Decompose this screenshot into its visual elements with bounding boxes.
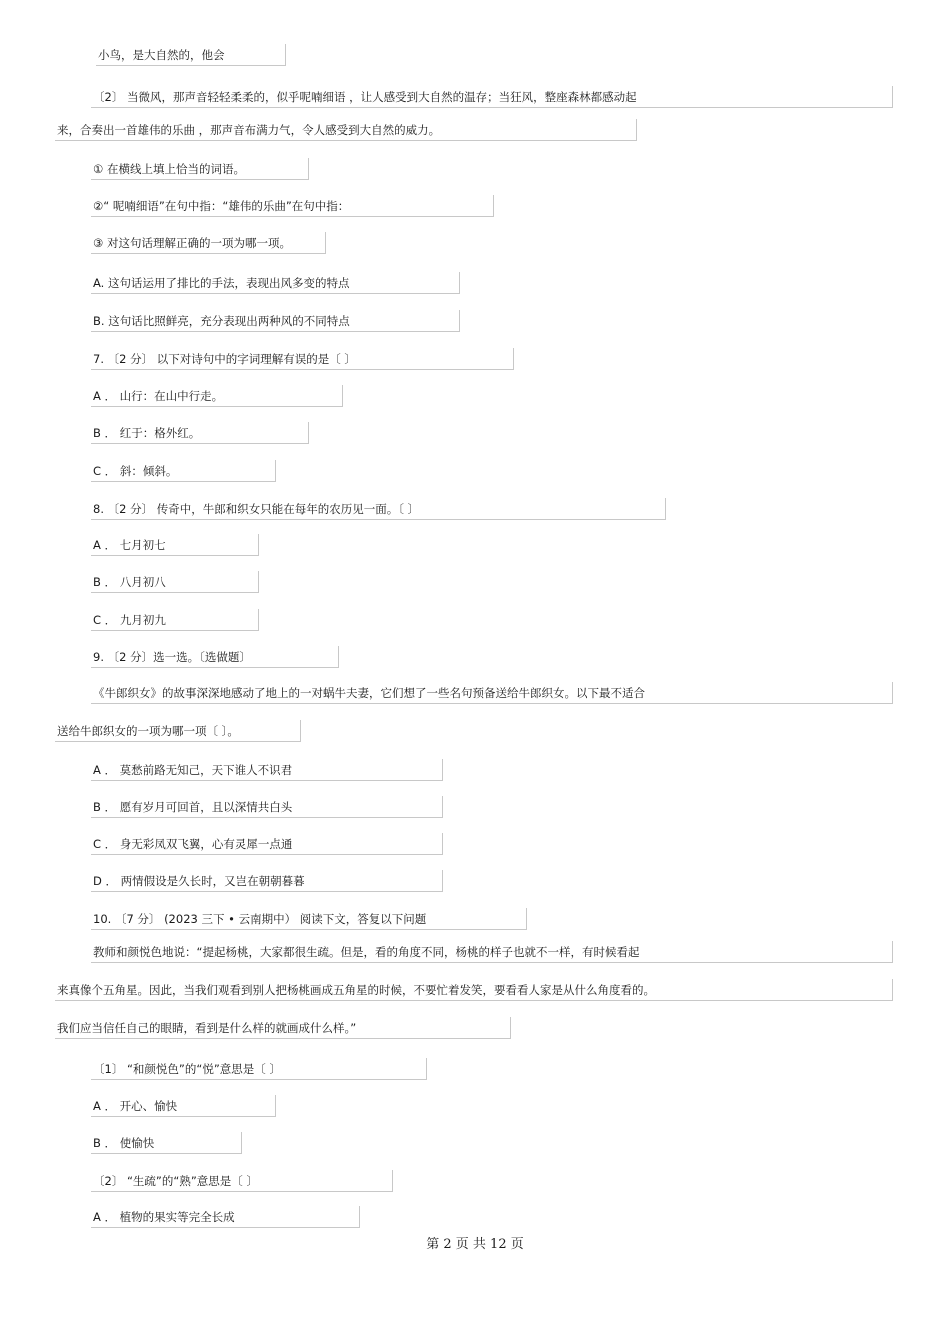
option-line: C ． 九月初九 xyxy=(91,609,259,631)
option-line: C ． 身无彩凤双飞翼，心有灵犀一点通 xyxy=(91,833,443,855)
option-line: B ． 愿有岁月可回首，且以深情共白头 xyxy=(91,796,443,818)
option-line: A ． 莫愁前路无知己，天下谁人不识君 xyxy=(91,759,443,781)
option-line: A ． 七月初七 xyxy=(91,534,259,556)
question-line: 7. 〔2 分〕 以下对诗句中的字词理解有误的是〔 〕 xyxy=(91,348,514,370)
text-line: ②“ 呢喃细语”在句中指：“雄伟的乐曲”在句中指： xyxy=(91,195,494,217)
text-line: 教师和颜悦色地说：“提起杨桃，大家都很生疏。但是，看的角度不同，杨桃的样子也就不一样，有时候看起 xyxy=(91,941,893,963)
question-line: 9. 〔2 分〕选一选。〔选做题〕 xyxy=(91,646,339,668)
option-line: B ． 八月初八 xyxy=(91,571,259,593)
text-line: ③ 对这句话理解正确的一项为哪一项。 xyxy=(91,232,326,254)
option-line: A ． 植物的果实等完全长成 xyxy=(91,1206,360,1228)
text-line: 来真像个五角星。因此，当我们观看到别人把杨桃画成五角星的时候，不要忙着发笑，要看看人家是从什么角度看的。 xyxy=(55,979,893,1001)
text-line: 送给牛郎织女的一项为哪一项〔 〕。 xyxy=(55,720,301,742)
option-line: B ． 使愉快 xyxy=(91,1132,242,1154)
question-line: 8. 〔2 分〕 传奇中，牛郎和织女只能在每年的农历见一面。〔 〕 xyxy=(91,498,666,520)
text-line: ① 在横线上填上恰当的词语。 xyxy=(91,158,309,180)
text-line: 《牛郎织女》的故事深深地感动了地上的一对蜗牛夫妻，它们想了一些名句预备送给牛郎织女。以下最不适合 xyxy=(91,682,893,704)
option-line: B ． 红于：格外红。 xyxy=(91,422,309,444)
question-line: 10. 〔7 分〕 (2023 三下 • 云南期中） 阅读下文，答复以下问题 xyxy=(91,908,527,930)
text-line: 小鸟，是大自然的，他会 xyxy=(96,44,286,66)
text-line: 来，合奏出一首雄伟的乐曲 ，那声音布满力气，令人感受到大自然的威力。 xyxy=(55,119,637,141)
subquestion-line: 〔2〕 “生疏”的“熟”意思是〔 〕 xyxy=(91,1170,393,1192)
option-line: A. 这句话运用了排比的手法，表现出风多变的特点 xyxy=(91,272,460,294)
option-line: C ． 斜：倾斜。 xyxy=(91,460,276,482)
option-line: A ． 开心、愉快 xyxy=(91,1095,276,1117)
option-line: A ． 山行：在山中行走。 xyxy=(91,385,343,407)
subquestion-line: 〔1〕 “和颜悦色”的“悦”意思是〔 〕 xyxy=(91,1058,427,1080)
text-line: 我们应当信任自己的眼睛，看到是什么样的就画成什么样。” xyxy=(55,1017,511,1039)
page-footer: 第 2 页 共 12 页 xyxy=(426,1237,524,1252)
option-line: D ． 两情假设是久长时，又岂在朝朝暮暮 xyxy=(91,870,443,892)
text-line: 〔2〕 当微风，那声音轻轻柔柔的，似乎呢喃细语 ，让人感受到大自然的温存；当狂风，整座森林都感动起 xyxy=(91,86,893,108)
option-line: B. 这句话比照鲜亮，充分表现出两种风的不同特点 xyxy=(91,310,460,332)
